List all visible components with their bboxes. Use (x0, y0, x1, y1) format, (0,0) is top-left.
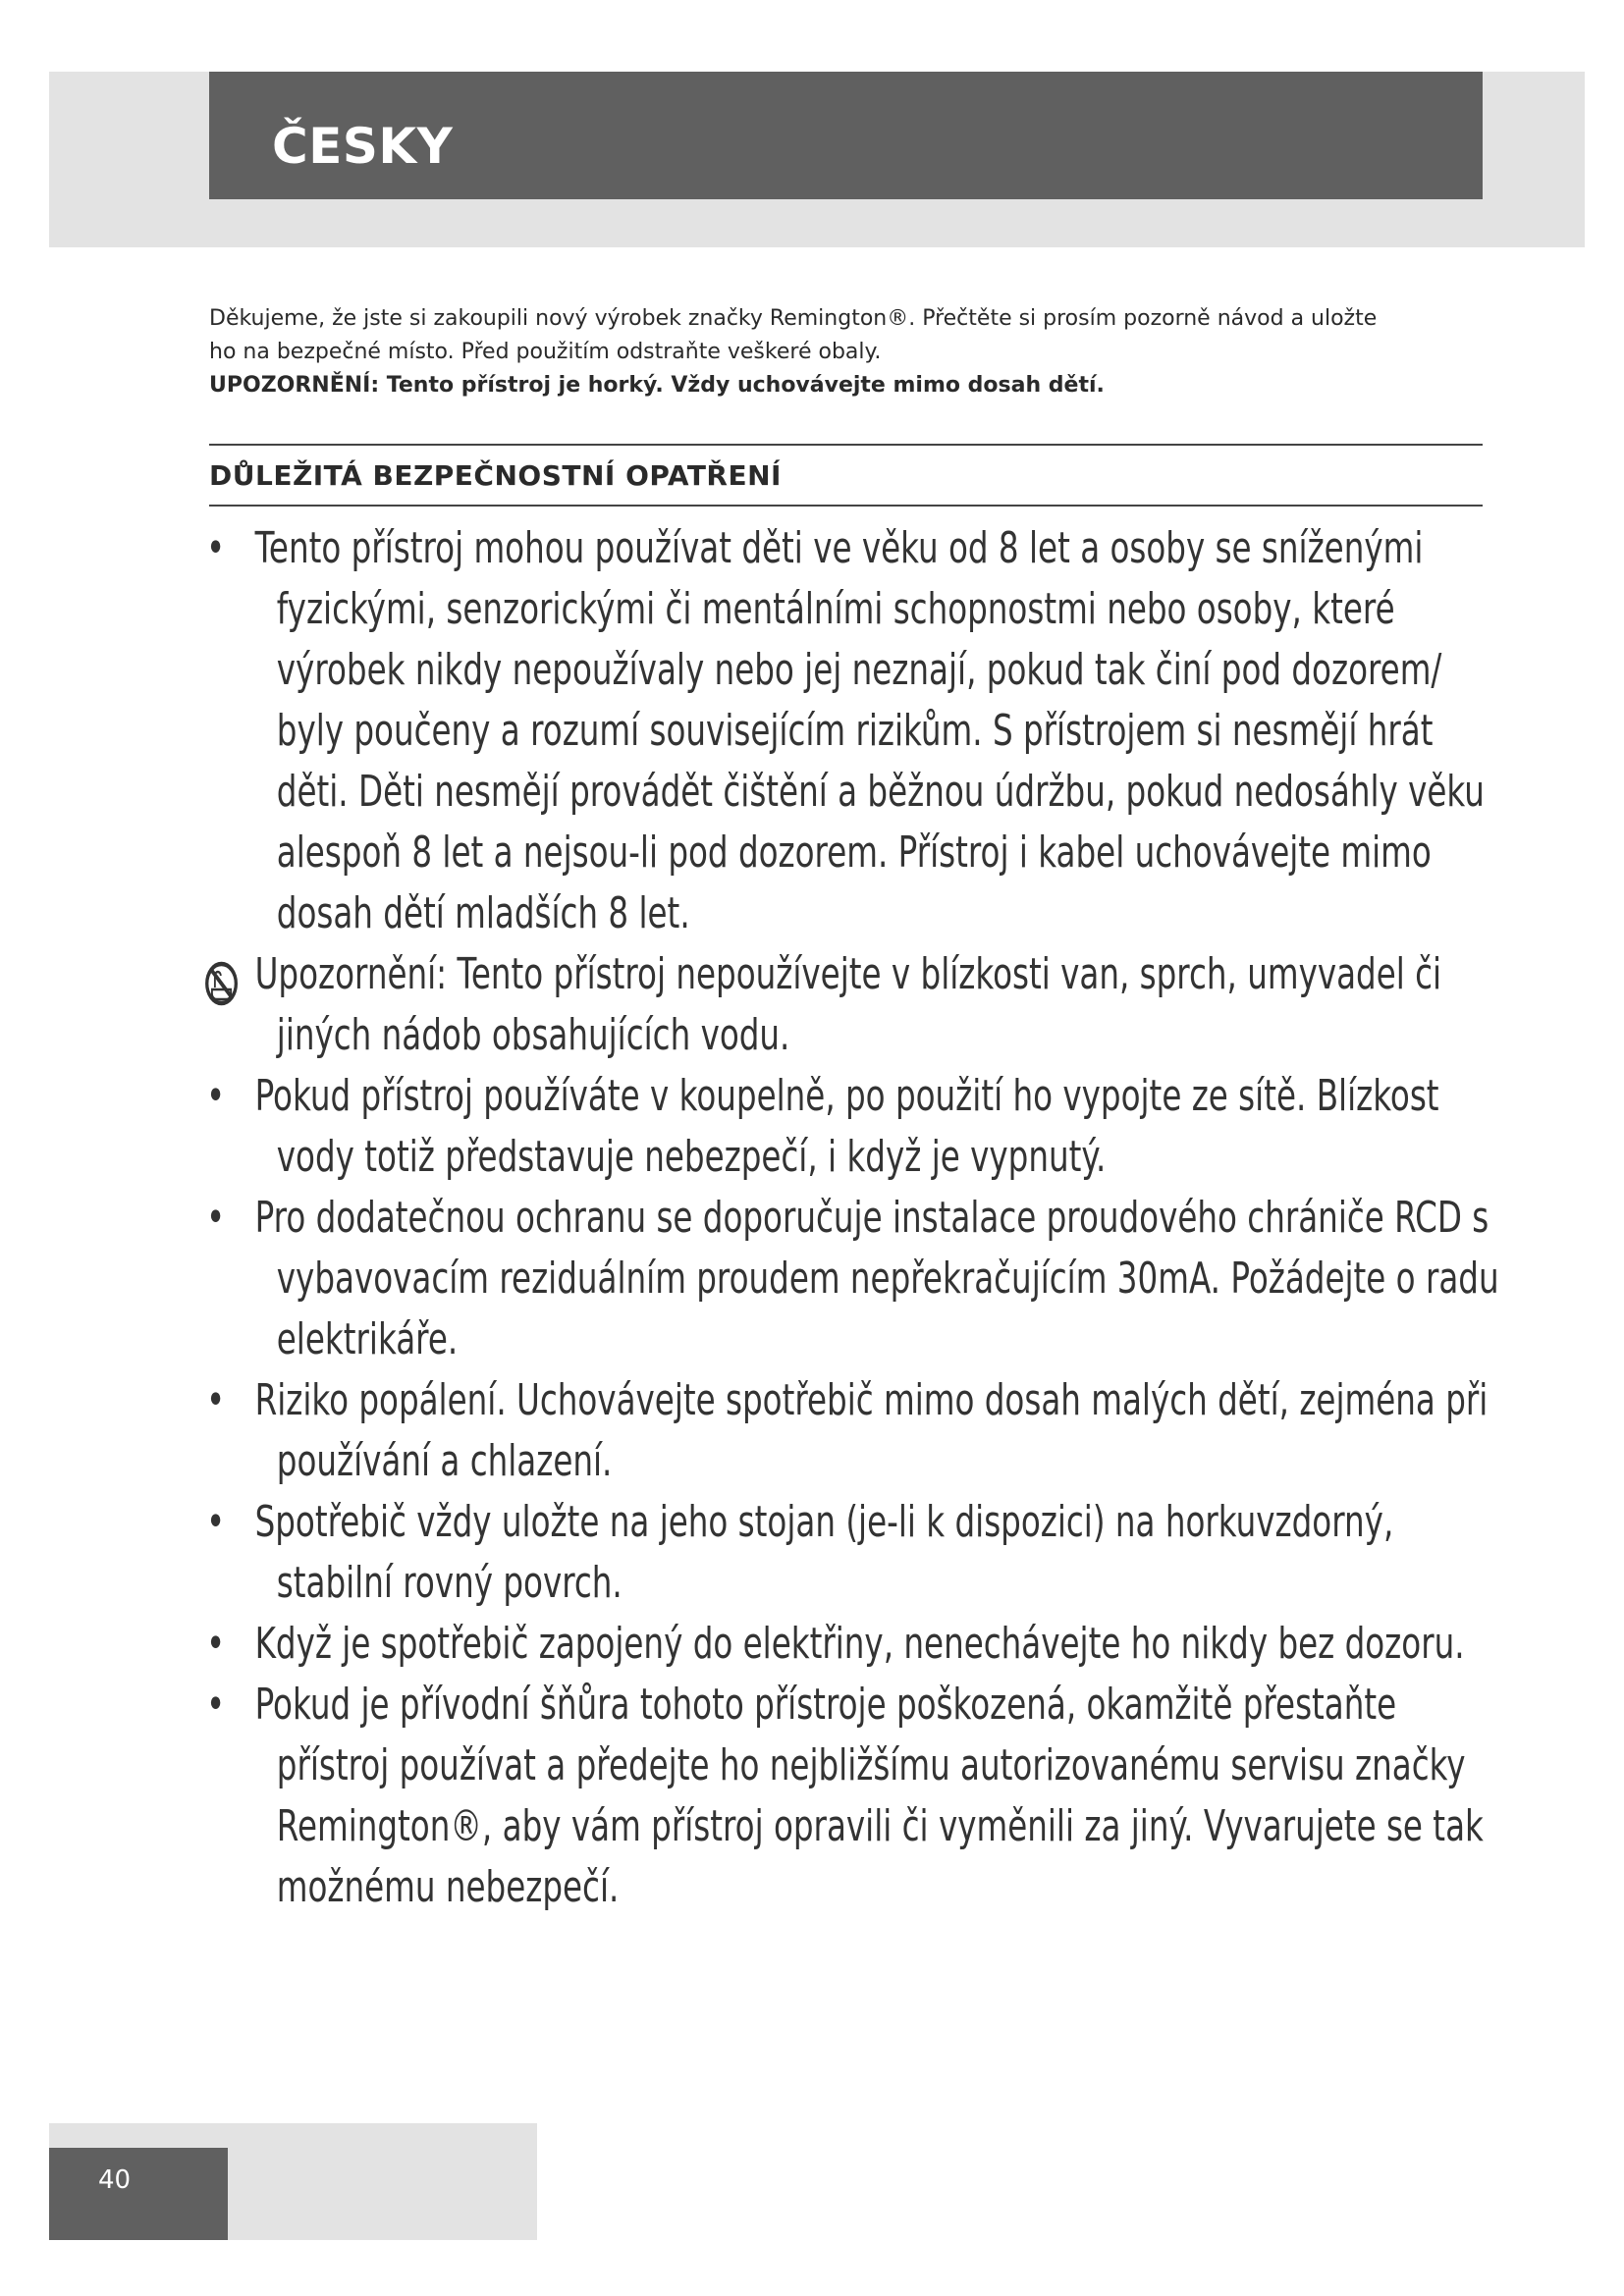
intro (209, 302, 1486, 402)
list-item-text: Tento přístroj mohou používat děti ve věku od 8 let a osoby se sníženými fyzickými, senzorickými či mentálními schopnostmi nebo osoby, které výrobek nikdy nepoužívaly nebo jej neznají, pokud tak činí pod dozorem/ byly poučeny a rozumí souvisejícím rizikům. S přístrojem si nesmějí hrát děti. Děti nesmějí provádět čištění a běžnou údržbu, pokud nedosáhly věku alespoň 8 let a nejsou-li pod dozorem. Přístroj i kabel uchovávejte mimo dosah dětí mladších 8 let. (254, 523, 1485, 938)
section-title: DŮLEŽITÁ BEZPEČNOSTNÍ OPATŘENÍ (209, 459, 782, 492)
list-item-text: Pokud přístroj používáte v koupelně, po použití ho vypojte ze sítě. Blízkost vody totiž představuje nebezpečí, i když je vypnutý. (254, 1071, 1439, 1182)
bullet: • (206, 523, 226, 573)
list-item-text: Pro dodatečnou ochranu se doporučuje instalace proudového chrániče RCD s vybavovacím reziduálním proudem nepřekračujícím 30mA. Požádejte o radu elektrikáře. (254, 1193, 1499, 1364)
section-rule-top (209, 444, 1483, 446)
intro-line-1: Děkujeme, že jste si zakoupili nový výrobek značky Remington®. Přečtěte si prosím pozorně návod a uložte (209, 306, 1378, 331)
bullet: • (206, 1375, 226, 1425)
list-item (206, 1614, 1512, 1675)
bullet: • (206, 1619, 226, 1669)
language-title: ČESKY (272, 118, 454, 175)
bullet: • (206, 1497, 226, 1547)
section-rule-bottom (209, 505, 1483, 507)
list-item-text: Upozornění: Tento přístroj nepoužívejte v blízkosti van, sprch, umyvadel či jiných nádob obsahujících vodu. (254, 949, 1442, 1060)
page-number-box (49, 2148, 228, 2240)
intro-warning: UPOZORNĚNÍ: Tento přístroj je horký. Vždy uchovávejte mimo dosah dětí. (209, 373, 1105, 398)
no-water-icon (203, 950, 240, 1017)
list-item (206, 1492, 1512, 1614)
list-item-text: Spotřebič vždy uložte na jeho stojan (je-li k dispozici) na horkuvzdorný, stabilní rovný povrch. (254, 1497, 1394, 1608)
safety-list (206, 518, 1512, 1918)
bullet: • (206, 1193, 226, 1243)
list-item-text: Když je spotřebič zapojený do elektřiny, nenechávejte ho nikdy bez dozoru. (254, 1619, 1465, 1669)
list-item-text: Riziko popálení. Uchovávejte spotřebič mimo dosah malých dětí, zejména při používání a chlazení. (254, 1375, 1489, 1486)
bullet: • (206, 1680, 226, 1730)
list-item (206, 944, 1512, 1066)
list-item-text: Pokud je přívodní šňůra tohoto přístroje poškozená, okamžitě přestaňte přístroj používat a předejte ho nejbližšímu autorizovanému servisu značky Remington®, aby vám přístroj opravili či vyměnili za jiný. Vyvarujete se tak možnému nebezpečí. (254, 1680, 1484, 1912)
list-item (206, 1675, 1512, 1918)
list-item (206, 1066, 1512, 1188)
list-item (206, 1370, 1512, 1492)
list-item (206, 1188, 1512, 1370)
list-item (206, 518, 1512, 944)
intro-line-2: ho na bezpečné místo. Před použitím odstraňte veškeré obaly. (209, 340, 882, 364)
bullet: • (206, 1071, 226, 1121)
page-number: 40 (98, 2165, 132, 2195)
